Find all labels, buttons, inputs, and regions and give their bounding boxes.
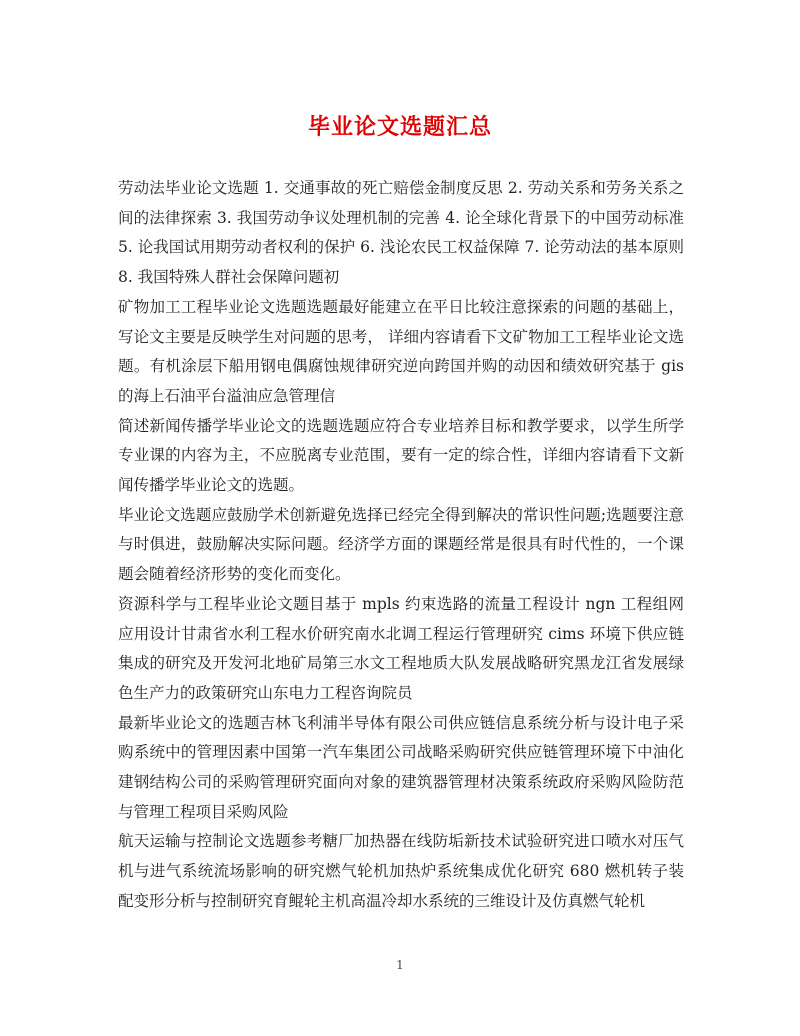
- paragraph-journalism: 简述新闻传播学毕业论文的选题选题应符合专业培养目标和教学要求，以学生所学专业课的内容为主，不应脱离专业范围，要有一定的综合性，详细内容请看下文新闻传播学毕业论文的选题。: [118, 416, 684, 495]
- paragraph-topic-guidance: 毕业论文选题应鼓励学术创新避免选择已经完全得到解决的常识性问题;选题要注意与时俱进，鼓励解决实际问题。经济学方面的课题经常是很具有时代性的，一个课题会随着经济形势的变化而变化。: [118, 505, 684, 584]
- document-body: [118, 174, 684, 917]
- page-title: 毕业论文选题汇总: [307, 114, 492, 140]
- page-number: 1: [396, 958, 404, 972]
- paragraph-latest-topics: 最新毕业论文的选题吉林飞利浦半导体有限公司供应链信息系统分析与设计电子采购系统中的管理因素中国第一汽车集团公司战略采购研究供应链管理环境下中油化建钢结构公司的采购管理研究面向对象的建筑器管理材决策系统政府采购风险防范与管理工程项目采购风险: [118, 713, 684, 821]
- paragraph-resource-science: 资源科学与工程毕业论文题目基于 mpls 约束选路的流量工程设计 ngn 工程组网应用设计甘肃省水利工程水价研究南水北调工程运行管理研究 cims 环境下供应链集成的研究及开发河北地矿局第三水文工程地质大队发展战略研究黑龙江省发展绿色生产力的政策研究山东电力工程咨询院员: [118, 594, 684, 702]
- paragraph-labor-law: 劳动法毕业论文选题 1. 交通事故的死亡赔偿金制度反思 2. 劳动关系和劳务关系之间的法律探索 3. 我国劳动争议处理机制的完善 4. 论全球化背景下的中国劳动标准 5. 论我国试用期劳动者权利的保护 6. 浅论农民工权益保障 7. 论劳动法的基本原则 8. 我国特殊人群社会保障问题初: [118, 179, 684, 287]
- paragraph-aerospace: 航天运输与控制论文选题参考糖厂加热器在线防垢新技术试验研究进口喷水对压气机与进气系统流场影响的研究燃气轮机加热炉系统集成优化研究 680 燃机转子装配变形分析与控制研究育鲲轮主机高温冷却水系统的三维设计及仿真燃气轮机: [118, 832, 684, 910]
- paragraph-mineral-processing: 矿物加工工程毕业论文选题选题最好能建立在平日比较注意探索的问题的基础上，写论文主要是反映学生对问题的思考， 详细内容请看下文矿物加工工程毕业论文选题。有机涂层下船用钢电偶腐蚀规律研究逆向跨国并购的动因和绩效研究基于 gis 的海上石油平台溢油应急管理信: [118, 297, 684, 405]
